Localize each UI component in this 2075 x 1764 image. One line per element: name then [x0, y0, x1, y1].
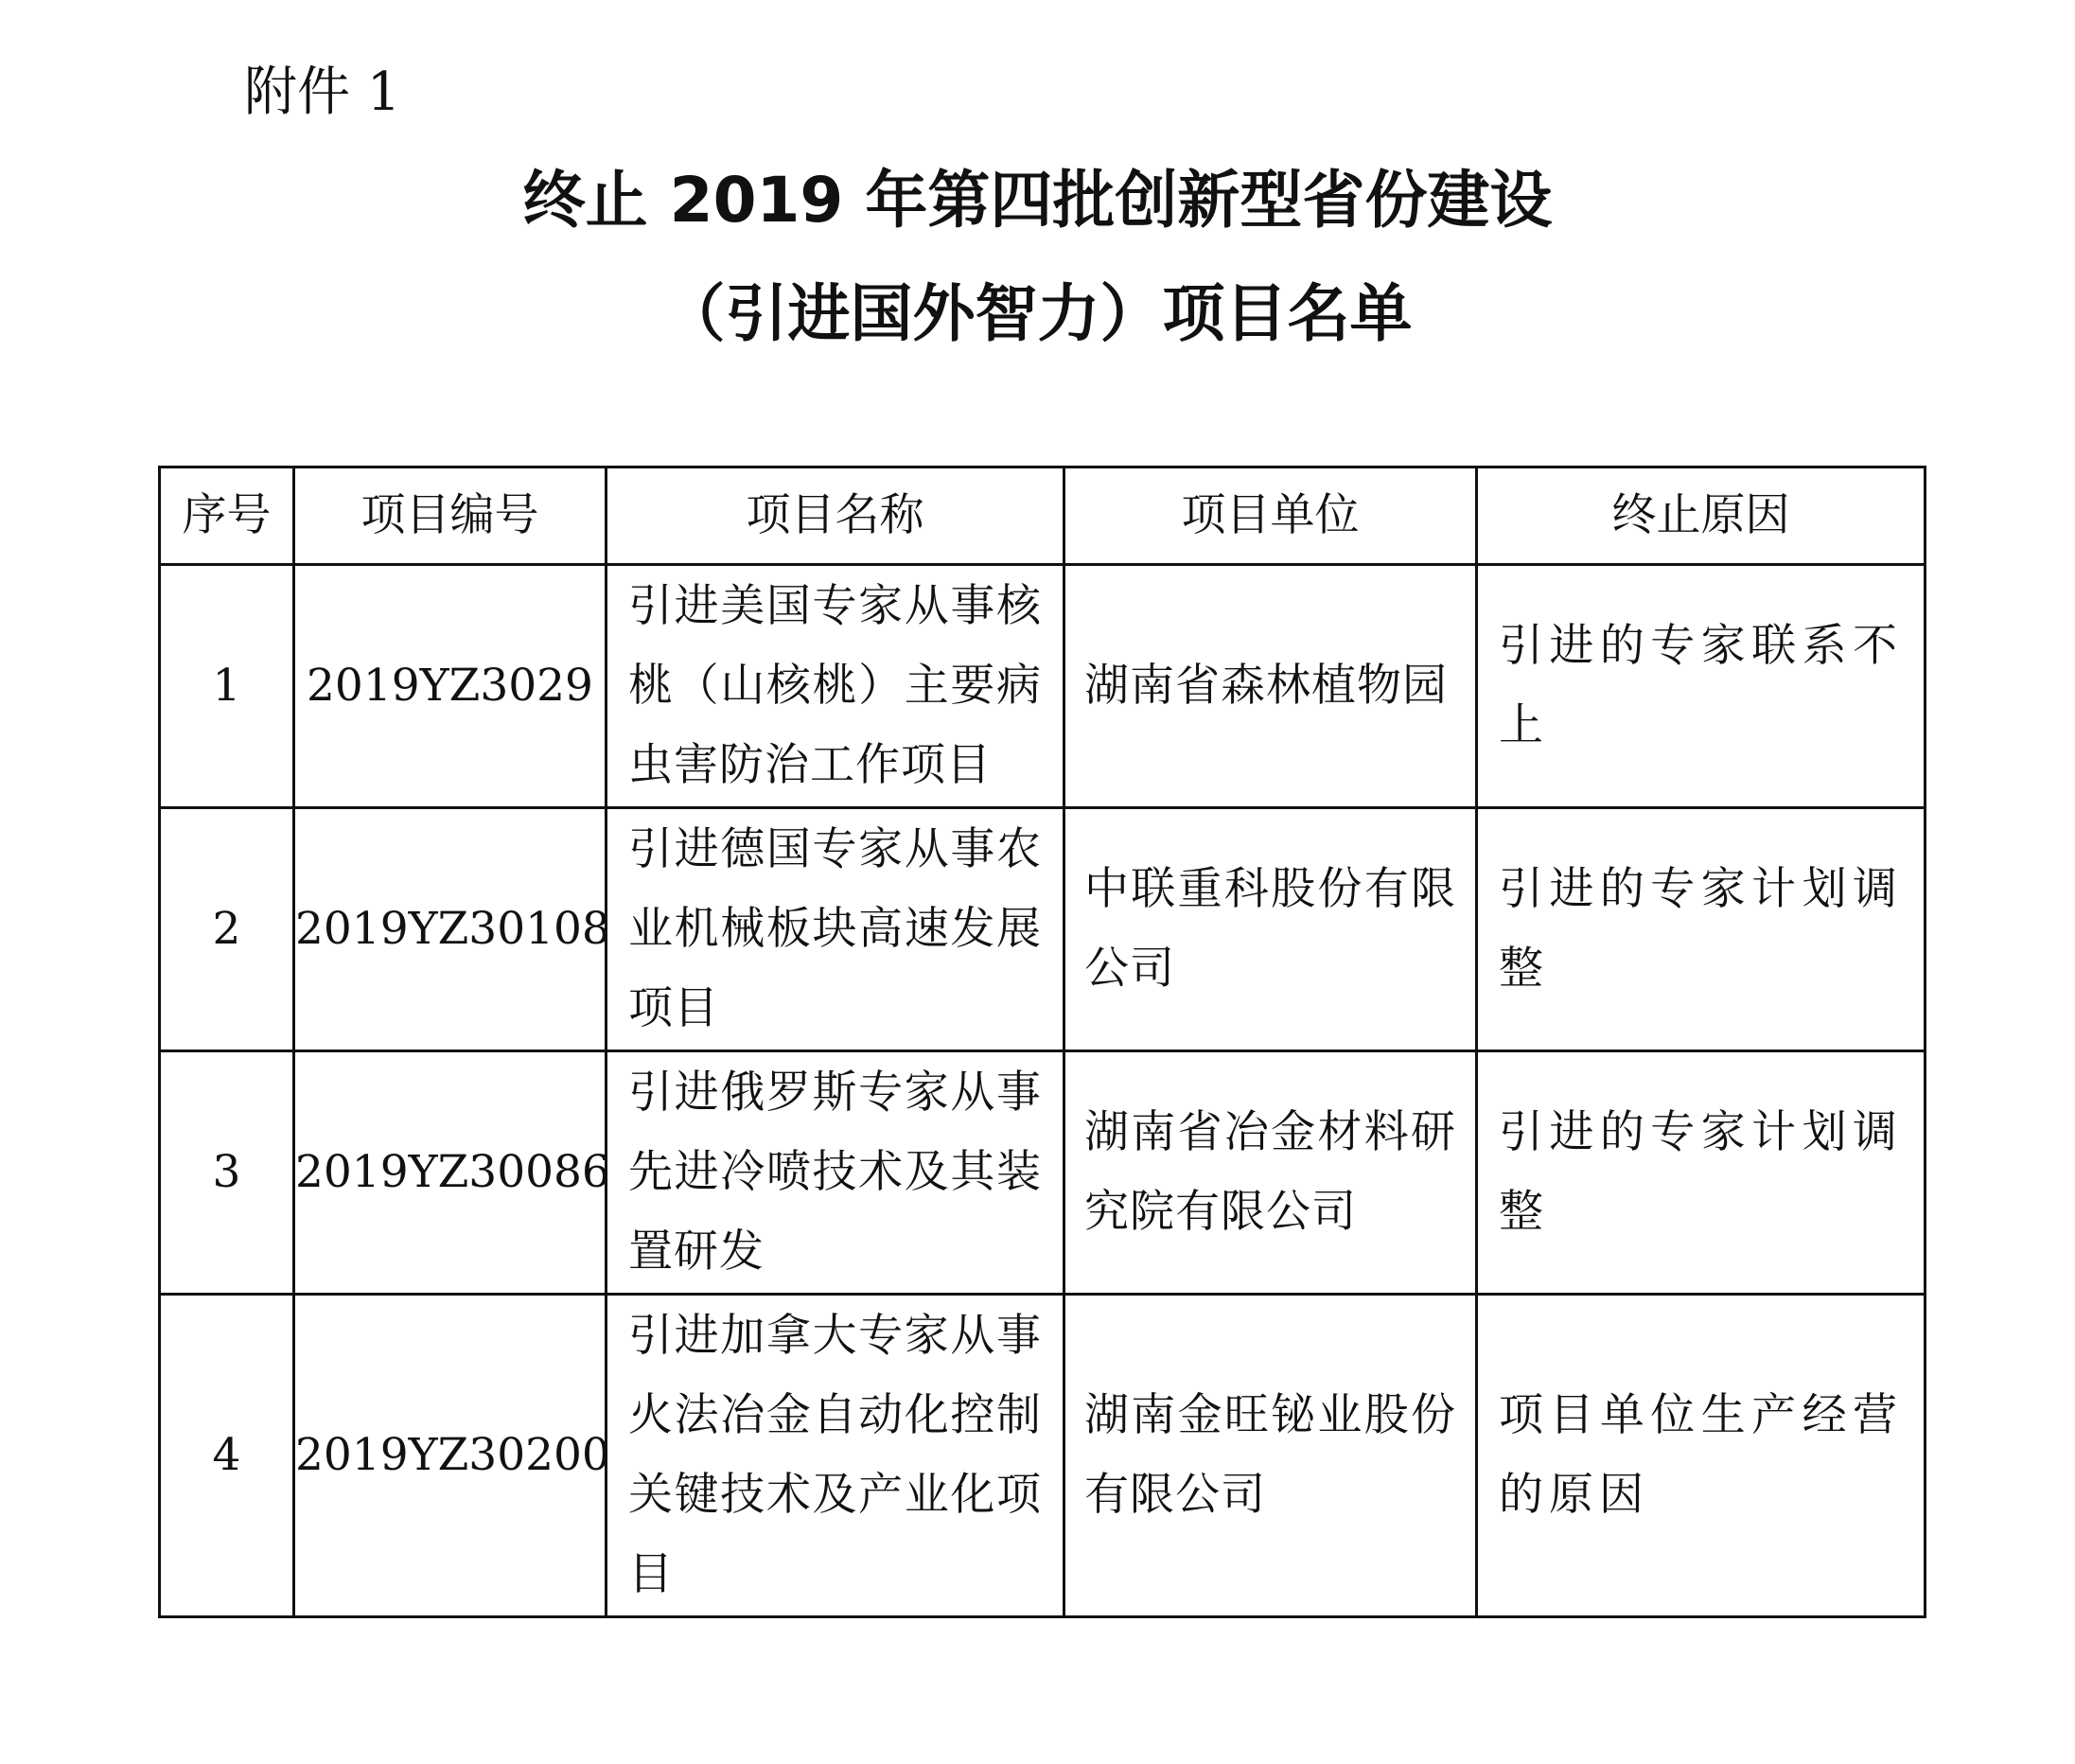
header-index: 序号 [160, 467, 294, 565]
header-unit: 项目单位 [1064, 467, 1477, 565]
row-project-name: 引进美国专家从事核桃（山核桃）主要病虫害防治工作项目 [607, 565, 1064, 808]
row-project-name: 引进加拿大专家从事火法冶金自动化控制关键技术及产业化项目 [607, 1295, 1064, 1617]
table-row [160, 1051, 1926, 1295]
row-termination-reason: 引进的专家计划调整 [1477, 808, 1926, 1051]
page-title-line-2: （引进国外智力）项目名单 [662, 277, 1413, 350]
attachment-label: 附件 1 [244, 62, 401, 123]
row-code: 2019YZ30108 [294, 808, 607, 1051]
table-row [160, 565, 1926, 808]
table-row [160, 808, 1926, 1051]
row-termination-reason: 引进的专家计划调整 [1477, 1051, 1926, 1295]
row-project-unit: 湖南省森林植物园 [1064, 565, 1477, 808]
row-termination-reason: 项目单位生产经营的原因 [1477, 1295, 1926, 1617]
row-code: 2019YZ30086 [294, 1051, 607, 1295]
header-name: 项目名称 [607, 467, 1064, 565]
row-project-unit: 湖南省冶金材料研究院有限公司 [1064, 1051, 1477, 1295]
header-code: 项目编号 [294, 467, 607, 565]
table-row [160, 1295, 1926, 1617]
row-project-unit: 中联重科股份有限公司 [1064, 808, 1477, 1051]
header-reason: 终止原因 [1477, 467, 1926, 565]
terminated-projects-table [158, 466, 1926, 1618]
row-index: 3 [160, 1051, 294, 1295]
page-title-line-1: 终止 2019 年第四批创新型省份建设 [522, 164, 1553, 237]
row-project-unit: 湖南金旺铋业股份有限公司 [1064, 1295, 1477, 1617]
row-termination-reason: 引进的专家联系不上 [1477, 565, 1926, 808]
row-index: 1 [160, 565, 294, 808]
row-project-name: 引进俄罗斯专家从事先进冷喷技术及其装置研发 [607, 1051, 1064, 1295]
row-index: 4 [160, 1295, 294, 1617]
row-project-name: 引进德国专家从事农业机械板块高速发展项目 [607, 808, 1064, 1051]
row-code: 2019YZ30200 [294, 1295, 607, 1617]
row-code: 2019YZ3029 [294, 565, 607, 808]
table-header-row [160, 467, 1926, 565]
row-index: 2 [160, 808, 294, 1051]
